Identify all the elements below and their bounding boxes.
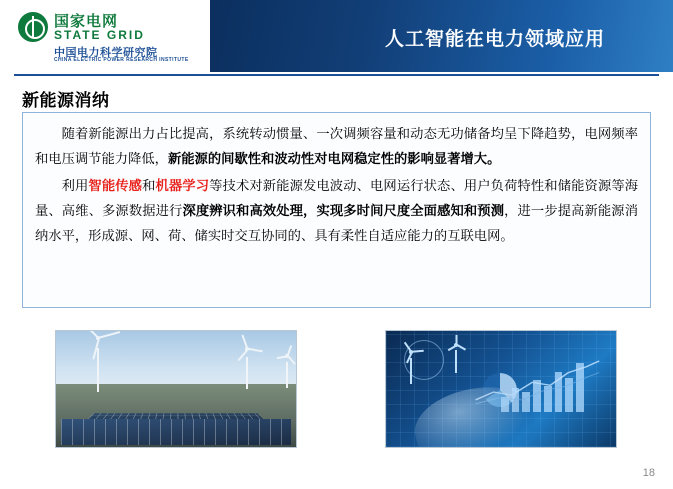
page-title: 人工智能在电力领域应用	[384, 29, 605, 50]
solar-panel-array-foreground	[61, 419, 291, 445]
header-divider	[14, 74, 659, 76]
paragraph-2-bold: 深度辨识和高效处理，实现多时间尺度全面感知和预测	[182, 203, 505, 218]
paragraph-2-highlight-2: 机器学习	[155, 178, 210, 193]
wind-turbine-icon	[446, 343, 466, 373]
paragraph-2-text-2: 和	[142, 178, 156, 193]
page-number: 18	[642, 467, 655, 479]
paragraph-2-text-3: 等技术对新能源发电波动、电网运行状态、用户负荷特性和储能资源等海量、高维、多源数据进行	[35, 178, 639, 218]
company-name-cn: 国家电网	[54, 13, 119, 30]
wind-turbine-icon	[234, 347, 260, 389]
section-title: 新能源消纳	[22, 91, 110, 110]
institute-name-en: CHINA ELECTRIC POWER RESEARCH INSTITUTE	[54, 57, 189, 63]
wind-turbine-icon	[277, 354, 297, 388]
wind-turbine-icon	[80, 336, 116, 392]
wind-turbine-icon	[400, 350, 422, 384]
paragraph-1-text: 随着新能源出力占比提高，系统转动惯量、一次调频容量和动态无功储备均呈下降趋势，电网频率和电压调节能力降低，	[35, 126, 638, 166]
slide-header	[0, 0, 673, 72]
smart-grid-data-analytics-photo	[385, 330, 617, 448]
paragraph-2-text-1: 利用	[61, 178, 89, 193]
solar-panels-and-wind-turbines-photo	[55, 330, 297, 448]
logo-block	[18, 10, 218, 62]
paragraph-1	[35, 121, 638, 171]
paragraph-2-highlight-1: 智能传感	[88, 178, 143, 193]
state-grid-logo-icon	[18, 12, 48, 42]
paragraph-2-text-4: ，进一步提高新能源消纳水平，形成源、网、荷、储实时交互协同的、具有柔性自适应能力的互联电网。	[35, 203, 639, 243]
paragraph-2	[35, 173, 638, 248]
paragraph-1-bold: 新能源的间歇性和波动性对电网稳定性的影响显著增大。	[167, 151, 501, 166]
institute-name-cn: 中国电力科学研究院	[54, 47, 158, 59]
company-name-en: STATE GRID	[54, 28, 145, 42]
body-text-box	[22, 112, 651, 308]
